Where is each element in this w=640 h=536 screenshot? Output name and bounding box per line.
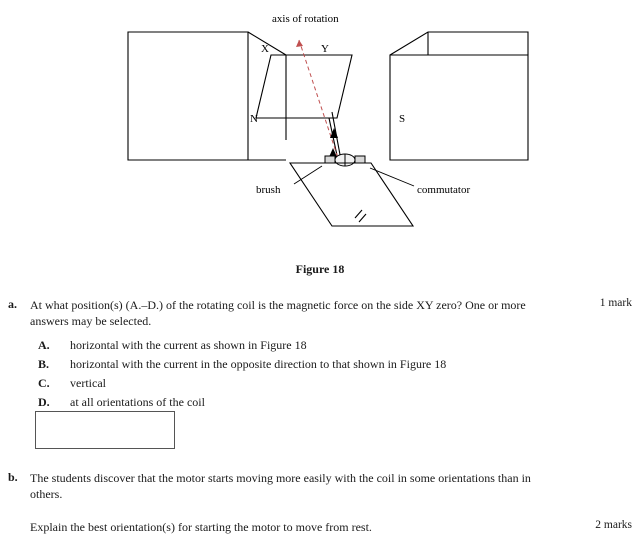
figure-illustration	[0, 0, 640, 250]
option-b-text: horizontal with the current in the opposite direction to that shown in Figure 18	[70, 357, 447, 372]
battery-symbol	[355, 210, 366, 222]
option-d-key: D.	[38, 395, 50, 410]
label-brush: brush	[256, 184, 281, 196]
question-a	[0, 297, 640, 414]
coil-loop	[256, 55, 352, 118]
option-d[interactable]	[0, 395, 640, 410]
question-b-letter: b.	[8, 470, 18, 484]
figure-caption: Figure 18	[295, 262, 345, 276]
right-magnet-top	[390, 32, 528, 55]
question-a-marks: 1 mark	[599, 297, 632, 309]
left-magnet-face	[128, 32, 248, 160]
label-south-pole: S	[399, 113, 406, 125]
option-b-key: B.	[38, 357, 50, 372]
question-b-text: The students discover that the motor starts moving more easily with the coil in some orientations than in others.	[30, 471, 531, 502]
option-b[interactable]	[0, 357, 640, 372]
option-c-text: vertical	[70, 376, 106, 391]
axis-of-rotation-line	[299, 40, 338, 158]
label-axis-of-rotation: axis of rotation	[272, 13, 339, 25]
circuit-loop	[290, 163, 413, 226]
question-b-text-2: Explain the best orientation(s) for starting the motor to move from rest.	[30, 520, 372, 535]
leader-lines	[294, 166, 414, 186]
question-a-options	[0, 338, 640, 410]
option-c-key: C.	[38, 376, 50, 391]
option-a-text: horizontal with the current as shown in Figure 18	[70, 338, 307, 353]
commutator-shape	[335, 154, 355, 166]
right-magnet-face	[390, 55, 528, 160]
option-a[interactable]	[0, 338, 640, 353]
option-a-key: A.	[38, 338, 50, 353]
question-b-marks: 2 marks	[595, 519, 632, 532]
question-a-letter: a.	[8, 297, 17, 311]
option-c[interactable]	[0, 376, 640, 391]
question-a-text: At what position(s) (A.–D.) of the rotating coil is the magnetic force on the side XY zero? One or more answers may be selected.	[30, 298, 526, 329]
motor-diagram-svg	[0, 0, 640, 250]
question-b	[0, 470, 640, 536]
label-commutator: commutator	[417, 184, 471, 196]
option-d-text: at all orientations of the coil	[70, 395, 205, 410]
answer-input-box[interactable]	[35, 411, 175, 449]
label-y: Y	[321, 43, 329, 55]
axis-arrowhead	[296, 40, 303, 47]
label-north-pole: N	[250, 113, 258, 125]
label-x: X	[261, 43, 269, 55]
